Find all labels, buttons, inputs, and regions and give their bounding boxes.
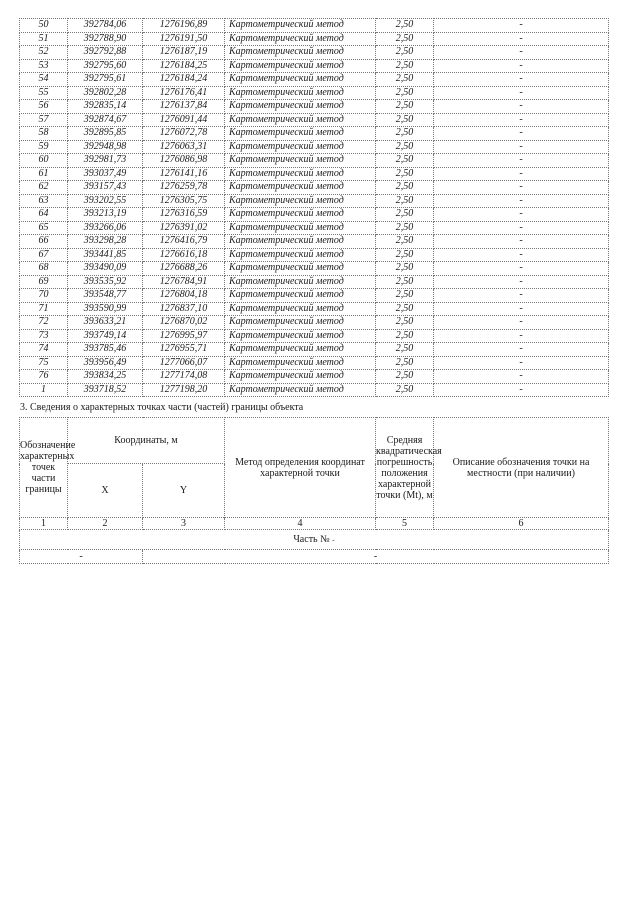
method: Картометрический метод	[225, 235, 376, 249]
method: Картометрический метод	[225, 19, 376, 33]
method: Картометрический метод	[225, 32, 376, 46]
coord-x: 393548,77	[68, 289, 143, 303]
coord-y: 1276391,02	[143, 221, 225, 235]
description: -	[434, 32, 609, 46]
method: Картометрический метод	[225, 329, 376, 343]
coord-y: 1276416,79	[143, 235, 225, 249]
col-number-3: 3	[143, 518, 225, 530]
description: -	[434, 383, 609, 397]
method: Картометрический метод	[225, 289, 376, 303]
point-number: 65	[20, 221, 68, 235]
accuracy: 2,50	[376, 127, 434, 141]
description: -	[434, 59, 609, 73]
description: -	[434, 289, 609, 303]
table-row	[20, 127, 609, 141]
coord-y: 1276305,75	[143, 194, 225, 208]
point-number: 66	[20, 235, 68, 249]
table-row	[20, 248, 609, 262]
table-row	[20, 73, 609, 87]
table-row	[20, 181, 609, 195]
description: -	[434, 46, 609, 60]
point-number: 63	[20, 194, 68, 208]
point-number: 69	[20, 275, 68, 289]
coord-x: 392795,61	[68, 73, 143, 87]
method: Картометрический метод	[225, 113, 376, 127]
table-row	[20, 113, 609, 127]
coord-x: 393956,49	[68, 356, 143, 370]
accuracy: 2,50	[376, 59, 434, 73]
description: -	[434, 167, 609, 181]
description: -	[434, 19, 609, 33]
point-number: 52	[20, 46, 68, 60]
point-number: 62	[20, 181, 68, 195]
coord-x: 393590,99	[68, 302, 143, 316]
point-number: 73	[20, 329, 68, 343]
coord-y: 1276259,78	[143, 181, 225, 195]
description: -	[434, 208, 609, 222]
accuracy: 2,50	[376, 343, 434, 357]
method: Картометрический метод	[225, 221, 376, 235]
coord-x: 393718,52	[68, 383, 143, 397]
col-method-header: Метод определения координат характерной точки	[225, 418, 376, 518]
accuracy: 2,50	[376, 167, 434, 181]
table-row	[20, 262, 609, 276]
coord-y: 1276176,41	[143, 86, 225, 100]
table-row	[20, 289, 609, 303]
table-row	[20, 100, 609, 114]
method: Картометрический метод	[225, 248, 376, 262]
coord-x: 393633,21	[68, 316, 143, 330]
coord-y: 1276616,18	[143, 248, 225, 262]
description: -	[434, 262, 609, 276]
point-number: 64	[20, 208, 68, 222]
coord-x: 393749,14	[68, 329, 143, 343]
col-designation-header: Обозначение характерных точек части границы	[20, 418, 68, 518]
description: -	[434, 275, 609, 289]
coord-x: 392788,90	[68, 32, 143, 46]
coord-y: 1276784,91	[143, 275, 225, 289]
method: Картометрический метод	[225, 154, 376, 168]
coord-y: 1276187,19	[143, 46, 225, 60]
point-number: 74	[20, 343, 68, 357]
part-number: -	[332, 535, 335, 544]
method: Картометрический метод	[225, 167, 376, 181]
point-number: 54	[20, 73, 68, 87]
accuracy: 2,50	[376, 208, 434, 222]
coord-y: 1276955,71	[143, 343, 225, 357]
coordinates-table	[19, 18, 609, 397]
accuracy: 2,50	[376, 383, 434, 397]
coord-x: 392795,60	[68, 59, 143, 73]
coord-x: 393441,85	[68, 248, 143, 262]
col-number-1: 1	[20, 518, 68, 530]
coord-y: 1276091,44	[143, 113, 225, 127]
accuracy: 2,50	[376, 370, 434, 384]
coord-y: 1276837,10	[143, 302, 225, 316]
coord-x: 393785,46	[68, 343, 143, 357]
table-row	[20, 316, 609, 330]
point-number: 58	[20, 127, 68, 141]
coord-y: 1276063,31	[143, 140, 225, 154]
method: Картометрический метод	[225, 356, 376, 370]
point-number: 76	[20, 370, 68, 384]
col-number-5: 5	[376, 518, 434, 530]
coord-y: 1277066,07	[143, 356, 225, 370]
coord-x: 393298,28	[68, 235, 143, 249]
coord-y: 1277174,08	[143, 370, 225, 384]
description: -	[434, 154, 609, 168]
method: Картометрический метод	[225, 370, 376, 384]
coord-y: 1276184,24	[143, 73, 225, 87]
accuracy: 2,50	[376, 262, 434, 276]
col-number-6: 6	[434, 518, 609, 530]
method: Картометрический метод	[225, 316, 376, 330]
accuracy: 2,50	[376, 73, 434, 87]
point-number: 72	[20, 316, 68, 330]
description: -	[434, 302, 609, 316]
table-row	[20, 356, 609, 370]
coord-y: 1276086,98	[143, 154, 225, 168]
accuracy: 2,50	[376, 275, 434, 289]
description: -	[434, 356, 609, 370]
point-number: 70	[20, 289, 68, 303]
point-number: 56	[20, 100, 68, 114]
coord-y: 1276191,50	[143, 32, 225, 46]
accuracy: 2,50	[376, 140, 434, 154]
table-row	[20, 343, 609, 357]
description: -	[434, 100, 609, 114]
coord-x: 392784,06	[68, 19, 143, 33]
col-number-2: 2	[68, 518, 143, 530]
coord-x: 393202,55	[68, 194, 143, 208]
table-row	[20, 19, 609, 33]
method: Картометрический метод	[225, 194, 376, 208]
coord-x: 393213,19	[68, 208, 143, 222]
coord-x: 393037,49	[68, 167, 143, 181]
point-number: 61	[20, 167, 68, 181]
description: -	[434, 221, 609, 235]
point-number: 1	[20, 383, 68, 397]
method: Картометрический метод	[225, 181, 376, 195]
coord-y: 1276870,02	[143, 316, 225, 330]
accuracy: 2,50	[376, 46, 434, 60]
coord-x: 393535,92	[68, 275, 143, 289]
method: Картометрический метод	[225, 59, 376, 73]
table-row	[20, 275, 609, 289]
table-row	[20, 383, 609, 397]
table-row	[20, 32, 609, 46]
table-row	[20, 140, 609, 154]
coord-x: 392802,28	[68, 86, 143, 100]
description: -	[434, 316, 609, 330]
method: Картометрический метод	[225, 140, 376, 154]
description: -	[434, 235, 609, 249]
empty-row-cell-right: -	[143, 550, 609, 564]
section-3-title: 3. Сведения о характерных точках части (частей) границы объекта	[20, 402, 304, 413]
coord-x: 393834,25	[68, 370, 143, 384]
method: Картометрический метод	[225, 262, 376, 276]
coord-x: 392981,73	[68, 154, 143, 168]
accuracy: 2,50	[376, 329, 434, 343]
coord-y: 1276184,25	[143, 59, 225, 73]
table-row	[20, 194, 609, 208]
accuracy: 2,50	[376, 316, 434, 330]
method: Картометрический метод	[225, 208, 376, 222]
point-number: 71	[20, 302, 68, 316]
description: -	[434, 113, 609, 127]
method: Картометрический метод	[225, 383, 376, 397]
coord-y: 1277198,20	[143, 383, 225, 397]
point-number: 53	[20, 59, 68, 73]
table-row	[20, 59, 609, 73]
coord-y: 1276072,78	[143, 127, 225, 141]
coord-x: 392895,85	[68, 127, 143, 141]
accuracy: 2,50	[376, 221, 434, 235]
method: Картометрический метод	[225, 100, 376, 114]
accuracy: 2,50	[376, 100, 434, 114]
table-row	[20, 329, 609, 343]
description: -	[434, 86, 609, 100]
col-x-header: X	[68, 464, 143, 518]
coord-x: 393490,09	[68, 262, 143, 276]
coord-y: 1276688,26	[143, 262, 225, 276]
section-3-table	[19, 417, 609, 564]
coord-x: 392874,67	[68, 113, 143, 127]
accuracy: 2,50	[376, 235, 434, 249]
coord-y: 1276316,59	[143, 208, 225, 222]
coord-x: 393266,06	[68, 221, 143, 235]
point-number: 68	[20, 262, 68, 276]
col-y-header: Y	[143, 464, 225, 518]
table-row	[20, 167, 609, 181]
table-row	[20, 235, 609, 249]
description: -	[434, 248, 609, 262]
method: Картометрический метод	[225, 73, 376, 87]
method: Картометрический метод	[225, 127, 376, 141]
coord-y: 1276137,84	[143, 100, 225, 114]
empty-row-cell-left: -	[20, 550, 143, 564]
method: Картометрический метод	[225, 275, 376, 289]
accuracy: 2,50	[376, 86, 434, 100]
accuracy: 2,50	[376, 113, 434, 127]
method: Картометрический метод	[225, 86, 376, 100]
method: Картометрический метод	[225, 46, 376, 60]
accuracy: 2,50	[376, 32, 434, 46]
point-number: 50	[20, 19, 68, 33]
table-row	[20, 208, 609, 222]
accuracy: 2,50	[376, 19, 434, 33]
point-number: 67	[20, 248, 68, 262]
description: -	[434, 73, 609, 87]
coord-x: 392835,14	[68, 100, 143, 114]
table-row	[20, 221, 609, 235]
point-number: 57	[20, 113, 68, 127]
table-row	[20, 370, 609, 384]
table-row	[20, 302, 609, 316]
accuracy: 2,50	[376, 248, 434, 262]
accuracy: 2,50	[376, 154, 434, 168]
accuracy: 2,50	[376, 302, 434, 316]
coord-y: 1276196,89	[143, 19, 225, 33]
coord-x: 392948,98	[68, 140, 143, 154]
coord-x: 393157,43	[68, 181, 143, 195]
description: -	[434, 181, 609, 195]
part-number-row	[20, 530, 609, 550]
description: -	[434, 140, 609, 154]
point-number: 75	[20, 356, 68, 370]
description: -	[434, 370, 609, 384]
coord-y: 1276995,97	[143, 329, 225, 343]
table-row	[20, 86, 609, 100]
point-number: 55	[20, 86, 68, 100]
table-row	[20, 46, 609, 60]
description: -	[434, 194, 609, 208]
accuracy: 2,50	[376, 181, 434, 195]
part-label: Часть №	[293, 534, 330, 545]
accuracy: 2,50	[376, 289, 434, 303]
point-number: 59	[20, 140, 68, 154]
col-description-header: Описание обозначения точки на местности (при наличии)	[434, 418, 609, 518]
coord-y: 1276804,18	[143, 289, 225, 303]
description: -	[434, 343, 609, 357]
method: Картометрический метод	[225, 302, 376, 316]
method: Картометрический метод	[225, 343, 376, 357]
coord-x: 392792,88	[68, 46, 143, 60]
description: -	[434, 127, 609, 141]
coord-y: 1276141,16	[143, 167, 225, 181]
col-coords-header: Координаты, м	[68, 418, 225, 464]
accuracy: 2,50	[376, 194, 434, 208]
point-number: 51	[20, 32, 68, 46]
accuracy: 2,50	[376, 356, 434, 370]
table-row	[20, 154, 609, 168]
description: -	[434, 329, 609, 343]
point-number: 60	[20, 154, 68, 168]
col-accuracy-header: Средняя квадратическая погрешность положения характерной точки (Mt), м	[376, 418, 434, 518]
col-number-4: 4	[225, 518, 376, 530]
